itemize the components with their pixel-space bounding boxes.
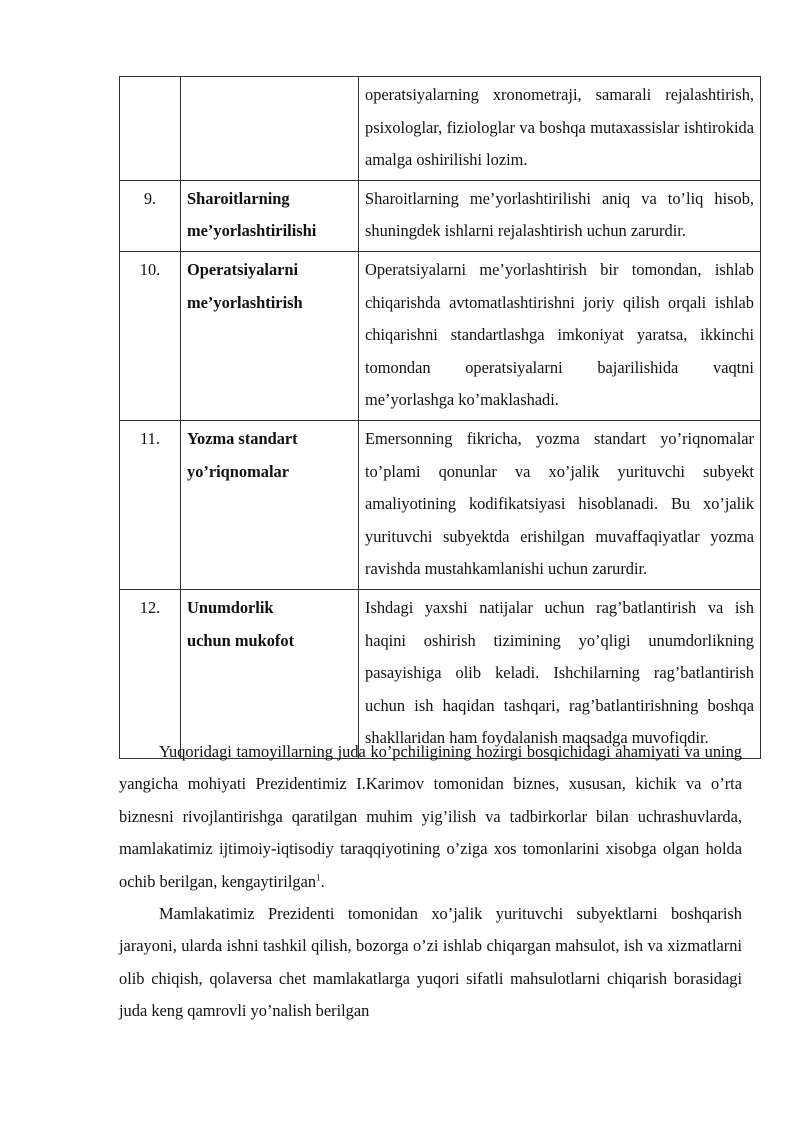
row-number: 12. <box>120 589 181 758</box>
row-number <box>120 77 181 181</box>
principle-description: Ishdagi yaxshi natijalar uchun rag’batlantirish va ish haqini oshirish tizimining yo’qligi unumdorlikning pasayishiga olib keladi. Ishchilarning rag’batlantirish uchun ish haqidan tashqari, rag’batlantirishning boshqa shakllaridan ham foydalanish maqsadga muvofiqdir. <box>359 589 761 758</box>
table-row <box>120 77 761 181</box>
principle-name-line: Sharoitlarning <box>187 188 290 208</box>
principle-description: operatsiyalarning xronometraji, samarali rejalashtirish, psixologlar, fiziologlar va boshqa mutaxassislar ishtirokida amalga oshirilishi lozim. <box>359 77 761 181</box>
row-number: 10. <box>120 251 181 420</box>
principle-name-line: uchun mukofot <box>187 630 295 650</box>
paragraph-end: . <box>320 871 325 891</box>
table-row <box>120 251 761 420</box>
principle-name-line: me’yorlashtirish <box>187 292 303 312</box>
paragraph-text: Yuqoridagi tamoyillarning juda ko’pchiligining hozirgi bosqichidagi ahamiyati va uning yangicha mohiyati Prezidentimiz I.Karimov tomonidan biznes, xususan, kichik va o’rta biznesni rivojlantirishga qaratilgan muhim yig’ilish va tadbirkorlar bilan uchrashuvlarda, mamlakatimiz ijtimoiy-iqtisodiy taraqqiyotining o’ziga xos tomonlarini xisobga olgan holda ochib berilgan, kengaytirilgan <box>119 742 742 891</box>
principle-name <box>181 77 359 181</box>
principle-description: Emersonning fikricha, yozma standart yo’riqnomalar to’plami qonunlar va xo’jalik yurituvchi subyekt amaliyotining kodifikatsiyasi hisoblanadi. Bu xo’jalik yurituvchi subyektda erishilgan muvaffaqiyatlar yozma ravishda mustahkamlanishi uchun zarurdir. <box>359 420 761 589</box>
body-text <box>119 736 742 1028</box>
principle-name-line: Yozma standart <box>187 428 298 448</box>
table-row <box>120 420 761 589</box>
paragraph <box>119 736 742 898</box>
principles-table <box>119 76 761 759</box>
row-number: 9. <box>120 180 181 251</box>
principle-name <box>181 420 359 589</box>
footnote-reference[interactable]: 1 <box>316 872 321 883</box>
row-number: 11. <box>120 420 181 589</box>
principle-name-line: Unumdorlik <box>187 597 274 617</box>
principle-name-line: me’yorlashtirilishi <box>187 221 317 241</box>
principle-name-line: Operatsiyalarni <box>187 259 299 279</box>
table-row <box>120 589 761 758</box>
principle-name <box>181 180 359 251</box>
paragraph: Mamlakatimiz Prezidenti tomonidan xo’jalik yurituvchi subyektlarni boshqarish jarayoni, ularda ishni tashkil qilish, bozorga o’zi ishlab chiqargan mahsulot, ish va xizmatlarni olib chiqish, qolaversa chet mamlakatlarga yuqori sifatli mahsulotlarni chiqarish borasidagi juda keng qamrovli yo’nalish berilgan <box>119 904 742 1021</box>
principle-name-line: yo’riqnomalar <box>187 461 289 481</box>
principle-description: Operatsiyalarni me’yorlashtirish bir tomondan, ishlab chiqarishda avtomatlashtirishni joriy qilish orqali ishlab chiqarishni standartlashga imkoniyat yaratsa, ikkinchi tomondan operatsiyalarni bajarilishida vaqtni me’yorlashga ko’maklashadi. <box>359 251 761 420</box>
table-row <box>120 180 761 251</box>
principle-name <box>181 589 359 758</box>
principle-description: Sharoitlarning me’yorlashtirilishi aniq va to’liq hisob, shuningdek ishlarni rejalashtirish uchun zarurdir. <box>359 180 761 251</box>
principle-name <box>181 251 359 420</box>
